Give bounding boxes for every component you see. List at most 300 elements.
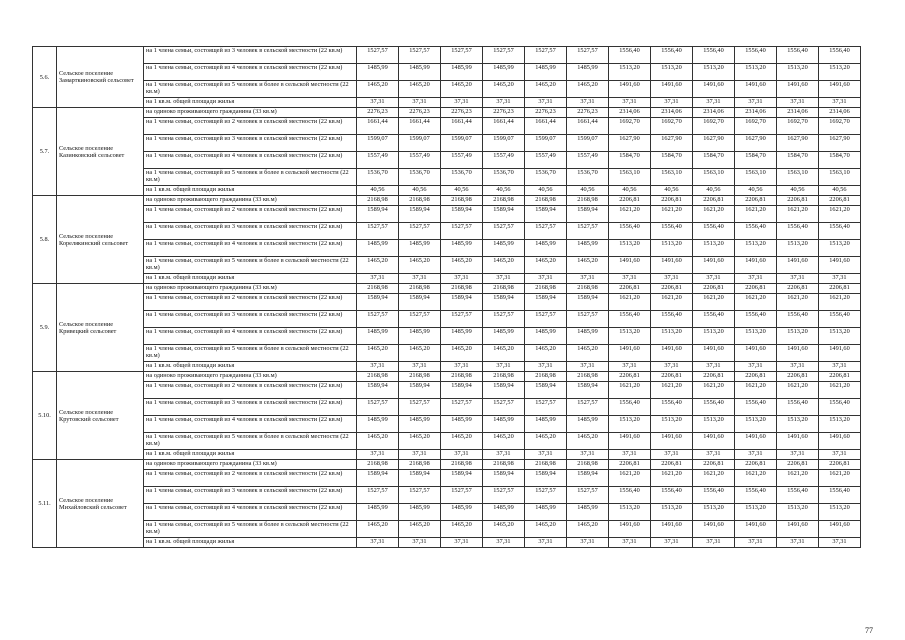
value-cell: 1527,57 [357, 223, 399, 240]
value-cell: 1465,20 [483, 521, 525, 538]
value-cell: 1556,40 [693, 311, 735, 328]
value-cell: 1621,20 [651, 382, 693, 399]
value-cell: 1599,07 [399, 135, 441, 152]
norm-description: на 1 члена семьи, состоящей из 3 человек в сельской местности (22 кв.м) [144, 223, 357, 240]
value-cell: 1589,94 [525, 206, 567, 223]
value-cell: 2168,98 [399, 284, 441, 294]
value-cell: 1513,20 [651, 328, 693, 345]
value-cell: 37,31 [357, 450, 399, 460]
value-cell: 1621,20 [609, 470, 651, 487]
value-cell: 1513,20 [819, 240, 861, 257]
value-cell: 1589,94 [567, 382, 609, 399]
value-cell: 37,31 [525, 450, 567, 460]
value-cell: 1491,60 [609, 433, 651, 450]
value-cell: 1692,70 [777, 118, 819, 135]
table-row [33, 47, 861, 64]
value-cell: 1491,60 [735, 81, 777, 98]
value-cell: 37,31 [609, 362, 651, 372]
value-cell: 1589,94 [525, 470, 567, 487]
value-cell: 2168,98 [483, 196, 525, 206]
value-cell: 1485,99 [525, 416, 567, 433]
value-cell: 1621,20 [735, 470, 777, 487]
value-cell: 1513,20 [609, 240, 651, 257]
table-row [33, 240, 861, 257]
value-cell: 2206,81 [609, 460, 651, 470]
value-cell: 1627,90 [777, 135, 819, 152]
value-cell: 1485,99 [483, 328, 525, 345]
value-cell: 1627,90 [609, 135, 651, 152]
value-cell: 40,56 [819, 186, 861, 196]
value-cell: 1621,20 [819, 470, 861, 487]
value-cell: 1692,70 [609, 118, 651, 135]
value-cell: 40,56 [777, 186, 819, 196]
value-cell: 1465,20 [567, 521, 609, 538]
value-cell: 40,56 [483, 186, 525, 196]
value-cell: 40,56 [693, 186, 735, 196]
value-cell: 1527,57 [525, 311, 567, 328]
tariff-table [32, 46, 861, 548]
value-cell: 2168,98 [525, 284, 567, 294]
value-cell: 1513,20 [651, 240, 693, 257]
norm-description: на 1 члена семьи, состоящей из 5 человек и более в сельской местности (22 кв.м) [144, 81, 357, 98]
value-cell: 1589,94 [525, 294, 567, 311]
value-cell: 1589,94 [567, 206, 609, 223]
value-cell: 1627,90 [651, 135, 693, 152]
value-cell: 1465,20 [525, 257, 567, 274]
value-cell: 37,31 [525, 362, 567, 372]
value-cell: 2206,81 [777, 460, 819, 470]
value-cell: 1556,40 [777, 223, 819, 240]
table-row [33, 328, 861, 345]
value-cell: 1556,40 [819, 311, 861, 328]
value-cell: 1621,20 [777, 382, 819, 399]
value-cell: 37,31 [693, 362, 735, 372]
row-number: 5.10. [33, 372, 57, 460]
value-cell: 1556,40 [651, 399, 693, 416]
value-cell: 1627,90 [735, 135, 777, 152]
value-cell: 1527,57 [357, 47, 399, 64]
value-cell: 1513,20 [609, 416, 651, 433]
value-cell: 1491,60 [777, 433, 819, 450]
value-cell: 37,31 [357, 362, 399, 372]
value-cell: 1536,70 [483, 169, 525, 186]
norm-description: на 1 члена семьи, состоящей из 5 человек и более в сельской местности (22 кв.м) [144, 433, 357, 450]
value-cell: 1491,60 [651, 81, 693, 98]
value-cell: 37,31 [525, 274, 567, 284]
value-cell: 1589,94 [525, 382, 567, 399]
value-cell: 1621,20 [735, 294, 777, 311]
value-cell: 2168,98 [525, 460, 567, 470]
value-cell: 1513,20 [693, 240, 735, 257]
value-cell: 1589,94 [399, 294, 441, 311]
value-cell: 1563,10 [651, 169, 693, 186]
value-cell: 1491,60 [609, 257, 651, 274]
value-cell: 1584,70 [651, 152, 693, 169]
value-cell: 1485,99 [567, 328, 609, 345]
value-cell: 1627,90 [693, 135, 735, 152]
value-cell: 2206,81 [819, 284, 861, 294]
value-cell: 1556,40 [735, 399, 777, 416]
value-cell: 37,31 [399, 450, 441, 460]
norm-description: на 1 члена семьи, состоящей из 2 человек в сельской местности (22 кв.м) [144, 470, 357, 487]
value-cell: 1536,70 [357, 169, 399, 186]
value-cell: 1465,20 [399, 257, 441, 274]
value-cell: 1485,99 [357, 240, 399, 257]
value-cell: 1485,99 [525, 504, 567, 521]
value-cell: 1513,20 [693, 328, 735, 345]
value-cell: 1491,60 [819, 81, 861, 98]
value-cell: 1491,60 [777, 81, 819, 98]
value-cell: 2276,23 [483, 108, 525, 118]
value-cell: 1621,20 [777, 470, 819, 487]
value-cell: 1661,44 [441, 118, 483, 135]
value-cell: 2206,81 [693, 196, 735, 206]
value-cell: 37,31 [441, 538, 483, 548]
value-cell: 1556,40 [609, 487, 651, 504]
value-cell: 1557,49 [525, 152, 567, 169]
table-row [33, 152, 861, 169]
norm-description: на 1 члена семьи, состоящей из 3 человек в сельской местности (22 кв.м) [144, 135, 357, 152]
norm-description: на 1 члена семьи, состоящей из 4 человек в сельской местности (22 кв.м) [144, 240, 357, 257]
value-cell: 1621,20 [609, 206, 651, 223]
value-cell: 1599,07 [357, 135, 399, 152]
value-cell: 1465,20 [567, 257, 609, 274]
value-cell: 1491,60 [693, 81, 735, 98]
value-cell: 1527,57 [525, 399, 567, 416]
settlement-name: Сельское поселение Кривецкий сельсовет [57, 284, 144, 372]
value-cell: 2276,23 [399, 108, 441, 118]
norm-description: на 1 члена семьи, состоящей из 2 человек в сельской местности (22 кв.м) [144, 382, 357, 399]
value-cell: 1527,57 [567, 311, 609, 328]
value-cell: 1465,20 [567, 345, 609, 362]
value-cell: 1589,94 [399, 470, 441, 487]
value-cell: 37,31 [399, 362, 441, 372]
value-cell: 40,56 [399, 186, 441, 196]
value-cell: 1465,20 [567, 81, 609, 98]
value-cell: 1692,70 [735, 118, 777, 135]
norm-description: на 1 кв.м. общей площади жилья [144, 186, 357, 196]
norm-description: на 1 члена семьи, состоящей из 3 человек в сельской местности (22 кв.м) [144, 487, 357, 504]
norm-description: на одиноко проживающего гражданина (33 кв.м) [144, 108, 357, 118]
value-cell: 1513,20 [735, 328, 777, 345]
value-cell: 1556,40 [609, 399, 651, 416]
value-cell: 1465,20 [525, 521, 567, 538]
value-cell: 1527,57 [525, 47, 567, 64]
value-cell: 1485,99 [399, 328, 441, 345]
value-cell: 1556,40 [609, 223, 651, 240]
value-cell: 1513,20 [651, 64, 693, 81]
value-cell: 37,31 [651, 450, 693, 460]
value-cell: 2206,81 [735, 460, 777, 470]
value-cell: 2168,98 [441, 196, 483, 206]
value-cell: 1513,20 [819, 416, 861, 433]
value-cell: 1485,99 [525, 240, 567, 257]
value-cell: 2168,98 [525, 196, 567, 206]
value-cell: 1485,99 [483, 64, 525, 81]
value-cell: 37,31 [651, 98, 693, 108]
value-cell: 1527,57 [525, 223, 567, 240]
value-cell: 1527,57 [441, 399, 483, 416]
value-cell: 37,31 [525, 538, 567, 548]
value-cell: 1465,20 [357, 257, 399, 274]
value-cell: 1621,20 [609, 382, 651, 399]
value-cell: 1491,60 [735, 521, 777, 538]
value-cell: 1491,60 [693, 433, 735, 450]
value-cell: 1589,94 [483, 382, 525, 399]
value-cell: 1513,20 [609, 504, 651, 521]
value-cell: 37,31 [735, 362, 777, 372]
value-cell: 2168,98 [441, 372, 483, 382]
value-cell: 37,31 [819, 538, 861, 548]
value-cell: 37,31 [567, 362, 609, 372]
value-cell: 1491,60 [651, 257, 693, 274]
value-cell: 1513,20 [819, 64, 861, 81]
value-cell: 1465,20 [399, 81, 441, 98]
value-cell: 1513,20 [735, 64, 777, 81]
value-cell: 1589,94 [357, 382, 399, 399]
table-row [33, 206, 861, 223]
norm-description: на 1 члена семьи, состоящей из 3 человек в сельской местности (22 кв.м) [144, 311, 357, 328]
value-cell: 1584,70 [609, 152, 651, 169]
value-cell: 2206,81 [819, 460, 861, 470]
value-cell: 2206,81 [735, 372, 777, 382]
table-row [33, 223, 861, 240]
value-cell: 1485,99 [357, 64, 399, 81]
value-cell: 37,31 [609, 450, 651, 460]
value-cell: 1556,40 [777, 311, 819, 328]
value-cell: 1584,70 [735, 152, 777, 169]
value-cell: 2314,06 [735, 108, 777, 118]
row-number: 5.6. [33, 47, 57, 108]
value-cell: 1485,99 [399, 504, 441, 521]
row-number: 5.11. [33, 460, 57, 548]
value-cell: 1557,49 [483, 152, 525, 169]
value-cell: 1584,70 [693, 152, 735, 169]
value-cell: 1661,44 [567, 118, 609, 135]
value-cell: 37,31 [777, 538, 819, 548]
value-cell: 1692,70 [651, 118, 693, 135]
value-cell: 1465,20 [357, 81, 399, 98]
value-cell: 1465,20 [525, 81, 567, 98]
value-cell: 1513,20 [777, 328, 819, 345]
value-cell: 1485,99 [441, 240, 483, 257]
value-cell: 1491,60 [693, 257, 735, 274]
value-cell: 1491,60 [777, 345, 819, 362]
value-cell: 37,31 [819, 450, 861, 460]
value-cell: 37,31 [693, 274, 735, 284]
value-cell: 1485,99 [399, 240, 441, 257]
value-cell: 2206,81 [693, 460, 735, 470]
value-cell: 37,31 [777, 450, 819, 460]
value-cell: 1485,99 [441, 328, 483, 345]
value-cell: 37,31 [399, 98, 441, 108]
value-cell: 37,31 [399, 538, 441, 548]
value-cell: 1556,40 [819, 47, 861, 64]
value-cell: 2206,81 [777, 372, 819, 382]
norm-description: на 1 члена семьи, состоящей из 4 человек в сельской местности (22 кв.м) [144, 152, 357, 169]
value-cell: 1527,57 [483, 223, 525, 240]
value-cell: 1491,60 [819, 257, 861, 274]
value-cell: 2206,81 [735, 284, 777, 294]
value-cell: 1465,20 [357, 521, 399, 538]
value-cell: 37,31 [567, 274, 609, 284]
value-cell: 1491,60 [693, 345, 735, 362]
value-cell: 37,31 [735, 450, 777, 460]
value-cell: 1465,20 [483, 433, 525, 450]
value-cell: 40,56 [651, 186, 693, 196]
value-cell: 1485,99 [525, 328, 567, 345]
table-row [33, 538, 861, 548]
value-cell: 1485,99 [441, 504, 483, 521]
value-cell: 1556,40 [693, 223, 735, 240]
value-cell: 1556,40 [693, 399, 735, 416]
settlement-name: Сельское поселение Михайловский сельсовет [57, 460, 144, 548]
value-cell: 1491,60 [651, 433, 693, 450]
value-cell: 1589,94 [357, 470, 399, 487]
table-row [33, 311, 861, 328]
value-cell: 1513,20 [651, 416, 693, 433]
value-cell: 1589,94 [441, 206, 483, 223]
value-cell: 1661,44 [483, 118, 525, 135]
value-cell: 1491,60 [651, 521, 693, 538]
value-cell: 37,31 [693, 538, 735, 548]
tariff-table-body [33, 47, 861, 548]
value-cell: 37,31 [399, 274, 441, 284]
value-cell: 1556,40 [651, 487, 693, 504]
value-cell: 1589,94 [399, 382, 441, 399]
value-cell: 1599,07 [525, 135, 567, 152]
value-cell: 1621,20 [651, 294, 693, 311]
value-cell: 37,31 [483, 362, 525, 372]
value-cell: 37,31 [441, 450, 483, 460]
value-cell: 37,31 [357, 274, 399, 284]
value-cell: 2206,81 [609, 196, 651, 206]
value-cell: 2206,81 [819, 372, 861, 382]
value-cell: 2276,23 [357, 108, 399, 118]
value-cell: 1621,20 [651, 470, 693, 487]
value-cell: 1491,60 [819, 521, 861, 538]
value-cell: 40,56 [735, 186, 777, 196]
norm-description: на 1 кв.м. общей площади жилья [144, 362, 357, 372]
value-cell: 1556,40 [693, 47, 735, 64]
value-cell: 1513,20 [735, 416, 777, 433]
value-cell: 1661,44 [399, 118, 441, 135]
value-cell: 37,31 [357, 538, 399, 548]
norm-description: на 1 кв.м. общей площади жилья [144, 274, 357, 284]
value-cell: 1527,57 [441, 223, 483, 240]
value-cell: 1556,40 [777, 47, 819, 64]
value-cell: 37,31 [483, 450, 525, 460]
value-cell: 1491,60 [735, 433, 777, 450]
value-cell: 37,31 [651, 538, 693, 548]
norm-description: на 1 кв.м. общей площади жилья [144, 98, 357, 108]
value-cell: 2168,98 [567, 460, 609, 470]
value-cell: 1563,10 [777, 169, 819, 186]
value-cell: 1589,94 [399, 206, 441, 223]
value-cell: 1513,20 [609, 328, 651, 345]
value-cell: 37,31 [651, 274, 693, 284]
value-cell: 2206,81 [819, 196, 861, 206]
value-cell: 1599,07 [483, 135, 525, 152]
value-cell: 37,31 [567, 450, 609, 460]
value-cell: 1556,40 [651, 47, 693, 64]
value-cell: 1465,20 [483, 257, 525, 274]
value-cell: 1485,99 [441, 64, 483, 81]
value-cell: 40,56 [525, 186, 567, 196]
value-cell: 37,31 [693, 450, 735, 460]
norm-description: на 1 кв.м. общей площади жилья [144, 450, 357, 460]
norm-description: на 1 члена семьи, состоящей из 4 человек в сельской местности (22 кв.м) [144, 64, 357, 81]
value-cell: 1621,20 [693, 206, 735, 223]
value-cell: 1563,10 [693, 169, 735, 186]
value-cell: 1599,07 [441, 135, 483, 152]
value-cell: 1465,20 [441, 81, 483, 98]
value-cell: 2168,98 [357, 196, 399, 206]
value-cell: 1513,20 [777, 504, 819, 521]
norm-description: на 1 члена семьи, состоящей из 5 человек и более в сельской местности (22 кв.м) [144, 257, 357, 274]
value-cell: 1485,99 [483, 240, 525, 257]
value-cell: 2314,06 [609, 108, 651, 118]
value-cell: 2168,98 [525, 372, 567, 382]
value-cell: 1556,40 [609, 47, 651, 64]
value-cell: 1621,20 [777, 294, 819, 311]
value-cell: 1527,57 [399, 223, 441, 240]
row-number: 5.8. [33, 196, 57, 284]
value-cell: 1491,60 [609, 81, 651, 98]
table-row [33, 196, 861, 206]
value-cell: 1536,70 [567, 169, 609, 186]
norm-description: на 1 члена семьи, состоящей из 2 человек в сельской местности (22 кв.м) [144, 118, 357, 135]
value-cell: 2314,06 [651, 108, 693, 118]
value-cell: 1557,49 [399, 152, 441, 169]
value-cell: 1491,60 [735, 257, 777, 274]
value-cell: 2168,98 [483, 460, 525, 470]
value-cell: 1556,40 [735, 47, 777, 64]
value-cell: 37,31 [819, 98, 861, 108]
settlement-name: Сельское поселение Казинковский сельсовет [57, 108, 144, 196]
table-row [33, 504, 861, 521]
value-cell: 1556,40 [651, 311, 693, 328]
value-cell: 37,31 [357, 98, 399, 108]
value-cell: 1527,57 [399, 47, 441, 64]
value-cell: 1465,20 [399, 521, 441, 538]
value-cell: 1589,94 [483, 470, 525, 487]
value-cell: 1621,20 [777, 206, 819, 223]
table-row [33, 416, 861, 433]
norm-description: на одиноко проживающего гражданина (33 кв.м) [144, 372, 357, 382]
value-cell: 1485,99 [483, 416, 525, 433]
norm-description: на 1 члена семьи, состоящей из 2 человек в сельской местности (22 кв.м) [144, 206, 357, 223]
value-cell: 1485,99 [357, 504, 399, 521]
value-cell: 1527,57 [525, 487, 567, 504]
value-cell: 1527,57 [483, 311, 525, 328]
table-row [33, 487, 861, 504]
value-cell: 37,31 [483, 538, 525, 548]
value-cell: 1465,20 [567, 433, 609, 450]
value-cell: 2206,81 [693, 372, 735, 382]
value-cell: 1536,70 [441, 169, 483, 186]
table-row [33, 362, 861, 372]
value-cell: 1513,20 [693, 416, 735, 433]
value-cell: 1527,57 [357, 487, 399, 504]
value-cell: 1465,20 [357, 433, 399, 450]
table-row [33, 284, 861, 294]
value-cell: 2314,06 [777, 108, 819, 118]
value-cell: 1485,99 [483, 504, 525, 521]
value-cell: 1621,20 [819, 382, 861, 399]
value-cell: 1589,94 [441, 470, 483, 487]
value-cell: 37,31 [441, 362, 483, 372]
